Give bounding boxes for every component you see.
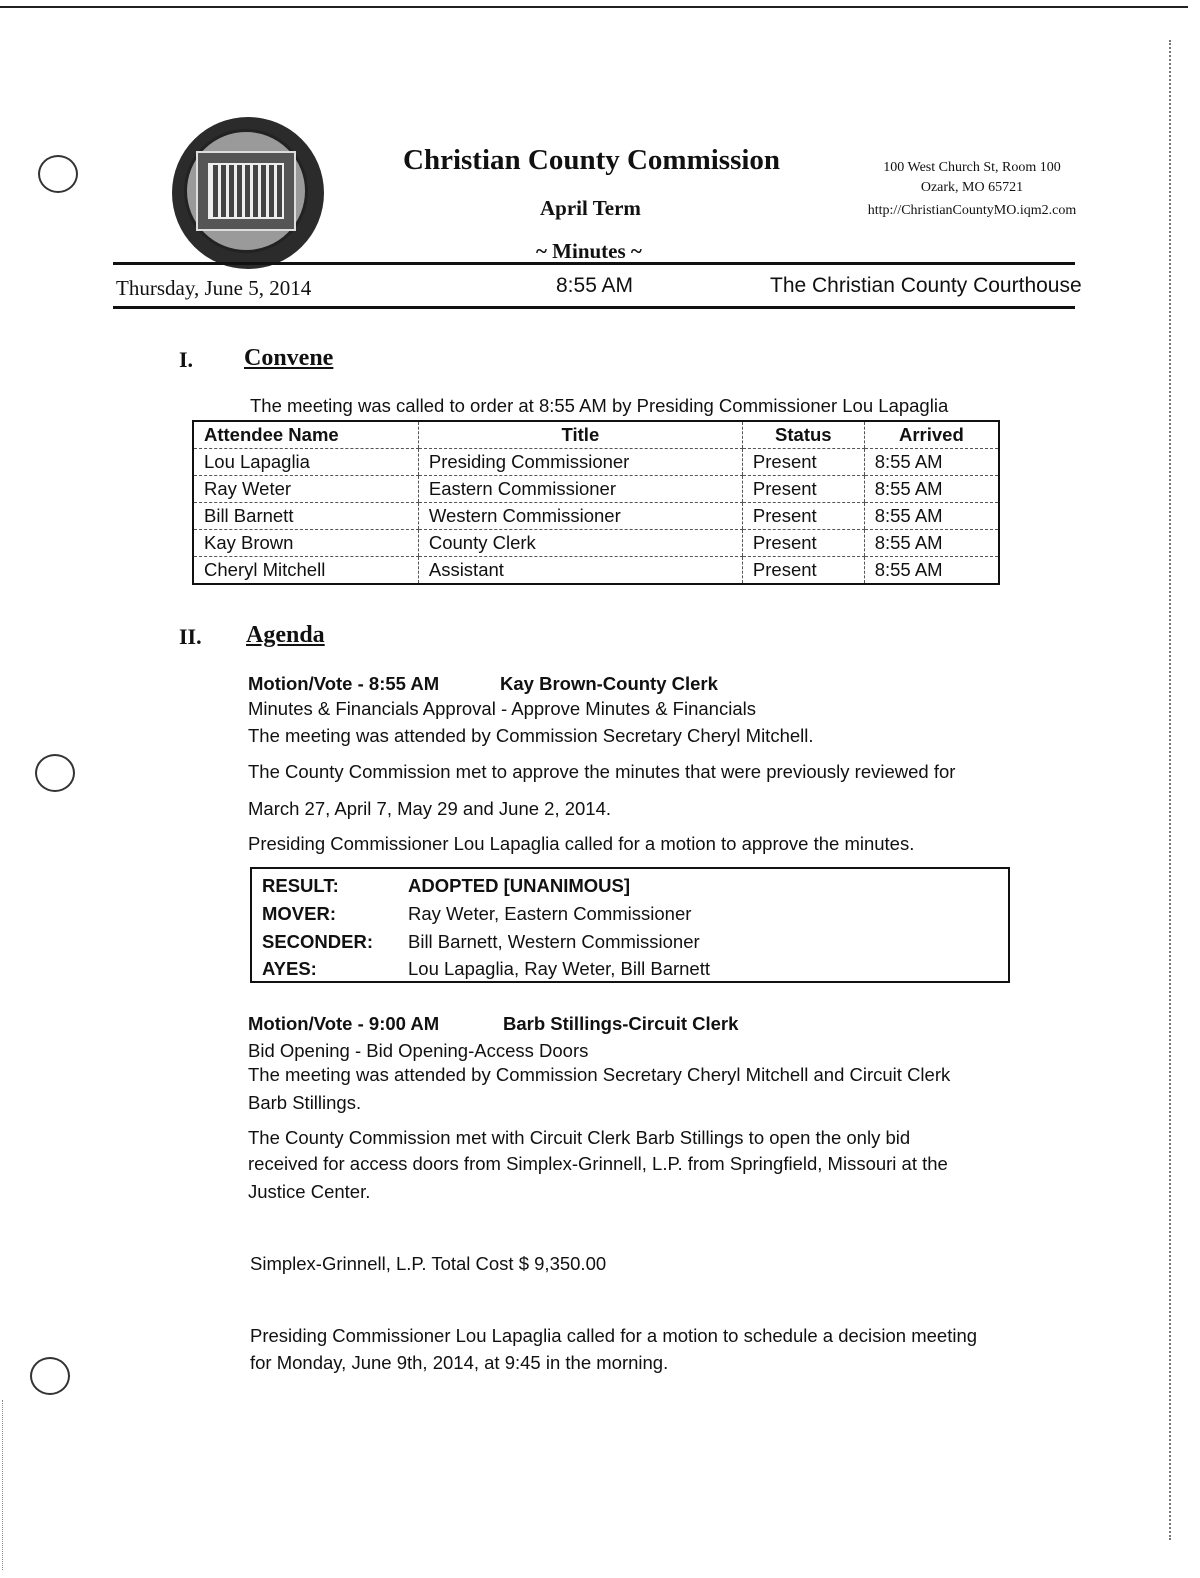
column-header: Status xyxy=(742,421,864,449)
item1-presenter: Kay Brown-County Clerk xyxy=(500,673,718,694)
item1-topic: Minutes & Financials Approval - Approve Minutes & Financials xyxy=(248,698,756,719)
item2-para1-line2: received for access doors from Simplex-Grinnell, L.P. from Springfield, Missouri at the xyxy=(248,1153,948,1174)
section-number: II. xyxy=(179,624,202,649)
vote-result-box xyxy=(250,867,1010,983)
attendee-title: Assistant xyxy=(418,557,742,585)
item2-cost: Simplex-Grinnell, L.P. Total Cost $ 9,350.00 xyxy=(250,1253,607,1274)
attendee-name: Cheryl Mitchell xyxy=(193,557,418,585)
left-margin-dots xyxy=(2,1400,3,1570)
attendee-status: Present xyxy=(742,557,864,585)
table-row xyxy=(193,557,999,585)
section-title-convene: Convene xyxy=(244,345,334,371)
table-row xyxy=(193,449,999,476)
term-label: April Term xyxy=(540,196,641,220)
attendee-status: Present xyxy=(742,476,864,503)
ayes-value: Lou Lapaglia, Ray Weter, Bill Barnett xyxy=(408,958,710,979)
mover-value: Ray Weter, Eastern Commissioner xyxy=(408,903,692,924)
item2-attended-line1: The meeting was attended by Commission Secretary Cheryl Mitchell and Circuit Clerk xyxy=(248,1064,951,1085)
attendee-title: Western Commissioner xyxy=(418,503,742,530)
attendee-name: Kay Brown xyxy=(193,530,418,557)
item2-para1-line3: Justice Center. xyxy=(248,1181,371,1202)
item2-presenter: Barb Stillings-Circuit Clerk xyxy=(503,1013,739,1034)
item1-heading: Motion/Vote - 8:55 AM xyxy=(248,673,440,694)
column-header: Attendee Name xyxy=(193,421,418,449)
attendee-status: Present xyxy=(742,503,864,530)
attendee-status: Present xyxy=(742,449,864,476)
attendee-name: Ray Weter xyxy=(193,476,418,503)
table-row xyxy=(193,530,999,557)
item2-para2-line1: Presiding Commissioner Lou Lapaglia called for a motion to schedule a decision meeting xyxy=(250,1325,978,1346)
punch-hole-middle xyxy=(35,754,75,792)
item2-para1-line1: The County Commission met with Circuit Clerk Barb Stillings to open the only bid xyxy=(248,1127,911,1148)
attendee-arrived: 8:55 AM xyxy=(864,530,999,557)
right-margin-dots xyxy=(1169,40,1171,1540)
item1-para3: Presiding Commissioner Lou Lapaglia called for a motion to approve the minutes. xyxy=(248,833,915,854)
attendee-name: Lou Lapaglia xyxy=(193,449,418,476)
punch-hole-top xyxy=(38,155,78,193)
item2-topic: Bid Opening - Bid Opening-Access Doors xyxy=(248,1040,589,1061)
seconder-label: SECONDER: xyxy=(262,931,374,952)
meeting-location: The Christian County Courthouse xyxy=(770,274,1082,297)
item1-para2: March 27, April 7, May 29 and June 2, 2014. xyxy=(248,798,612,819)
attendee-name: Bill Barnett xyxy=(193,503,418,530)
attendee-arrived: 8:55 AM xyxy=(864,476,999,503)
attendee-arrived: 8:55 AM xyxy=(864,449,999,476)
section-number: I. xyxy=(179,347,194,372)
column-header: Title xyxy=(418,421,742,449)
ayes-label: AYES: xyxy=(262,958,317,979)
section-title-agenda: Agenda xyxy=(246,622,325,648)
attendee-title: Presiding Commissioner xyxy=(418,449,742,476)
seconder-value: Bill Barnett, Western Commissioner xyxy=(408,931,700,952)
item2-attended-line2: Barb Stillings. xyxy=(248,1092,362,1113)
result-value: ADOPTED [UNANIMOUS] xyxy=(408,875,630,896)
punch-hole-bottom xyxy=(30,1357,70,1395)
item2-heading: Motion/Vote - 9:00 AM xyxy=(248,1013,440,1034)
courthouse-icon xyxy=(208,163,284,219)
column-header: Arrived xyxy=(864,421,999,449)
result-label: RESULT: xyxy=(262,875,339,896)
attendee-title: County Clerk xyxy=(418,530,742,557)
address-line-1: 100 West Church St, Room 100 xyxy=(883,160,1061,175)
attendee-table xyxy=(192,420,1000,585)
minutes-label: ~ Minutes ~ xyxy=(536,239,642,263)
table-header-row xyxy=(193,421,999,449)
mover-label: MOVER: xyxy=(262,903,336,924)
top-edge-line xyxy=(0,6,1188,8)
table-row xyxy=(193,476,999,503)
table-row xyxy=(193,503,999,530)
attendee-status: Present xyxy=(742,530,864,557)
organization-name: Christian County Commission xyxy=(403,144,781,176)
header-top-rule xyxy=(113,262,1075,265)
attendee-arrived: 8:55 AM xyxy=(864,503,999,530)
website-url: http://ChristianCountyMO.iqm2.com xyxy=(867,203,1077,218)
header-bottom-rule xyxy=(113,306,1075,309)
item2-para2-line2: for Monday, June 9th, 2014, at 9:45 in the morning. xyxy=(250,1352,669,1373)
item1-para1: The County Commission met to approve the minutes that were previously reviewed for xyxy=(248,761,956,782)
item1-attended: The meeting was attended by Commission Secretary Cheryl Mitchell. xyxy=(248,725,814,746)
convene-intro: The meeting was called to order at 8:55 AM by Presiding Commissioner Lou Lapaglia xyxy=(250,395,949,416)
meeting-date: Thursday, June 5, 2014 xyxy=(116,276,312,300)
address-line-2: Ozark, MO 65721 xyxy=(920,180,1024,195)
attendee-title: Eastern Commissioner xyxy=(418,476,742,503)
meeting-time: 8:55 AM xyxy=(556,274,634,297)
attendee-arrived: 8:55 AM xyxy=(864,557,999,585)
